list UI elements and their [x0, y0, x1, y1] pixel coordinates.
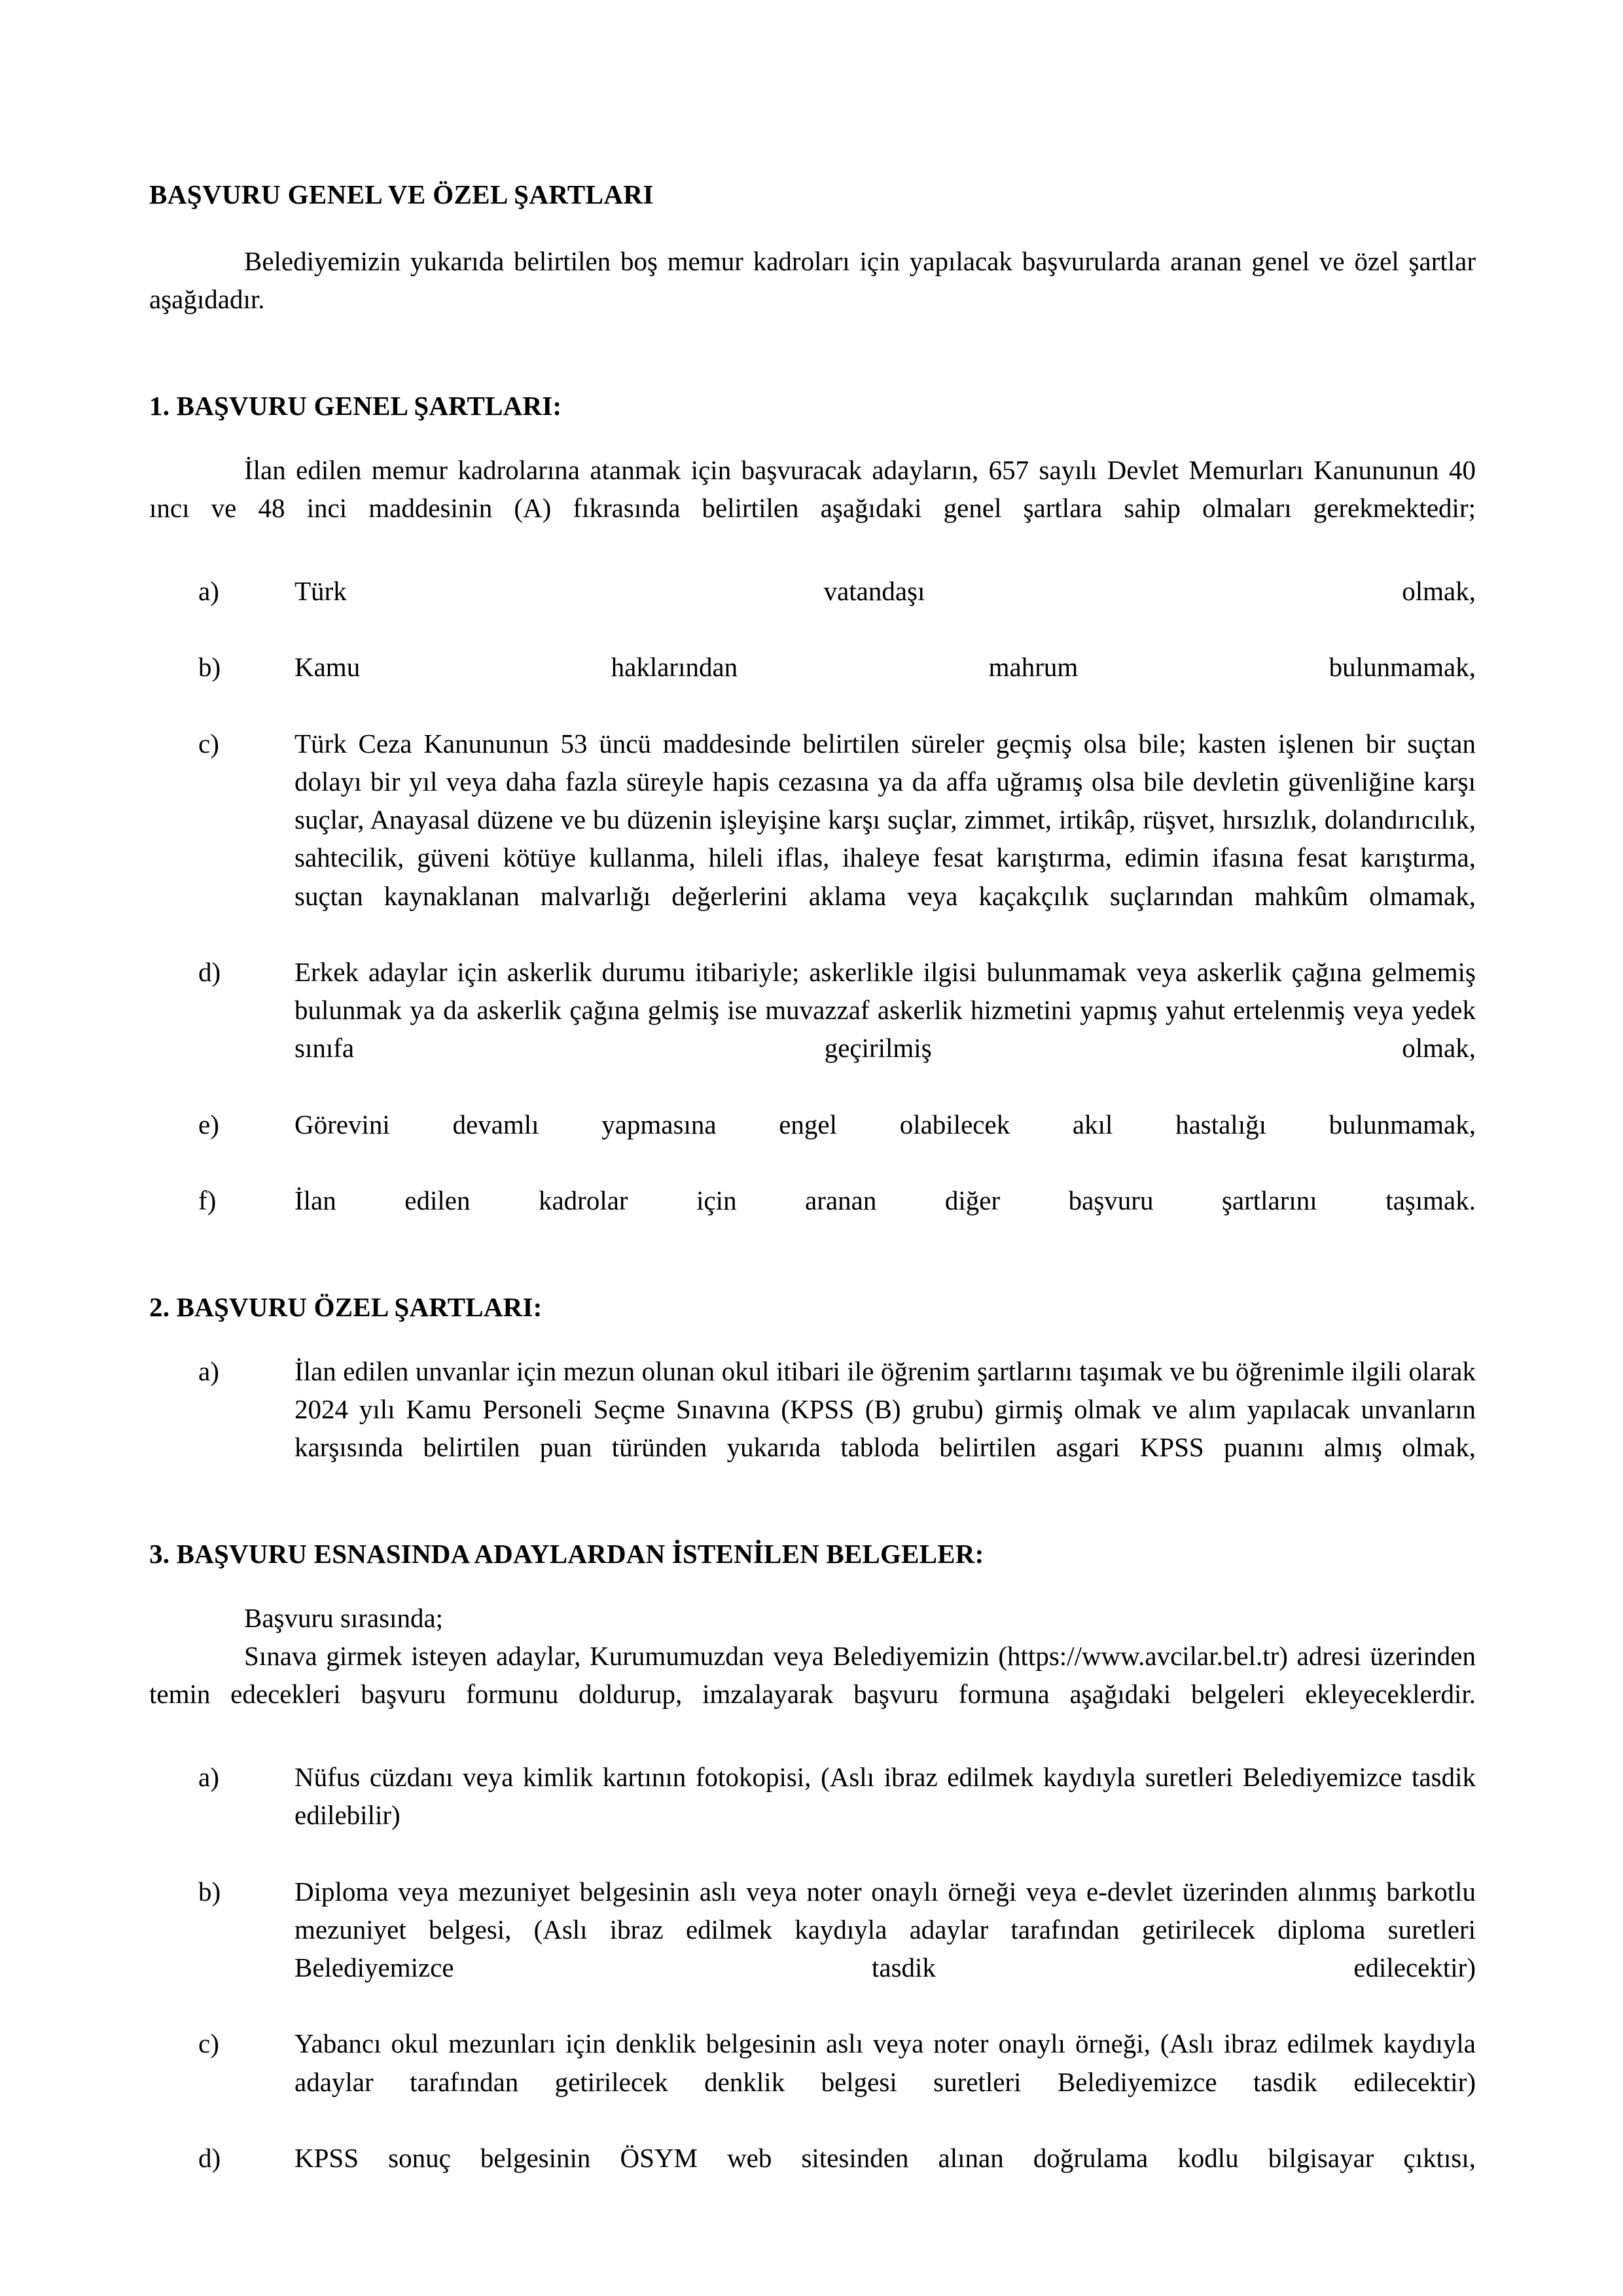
list-item-text: Yabancı okul mezunları için denklik belgesinin aslı veya noter onaylı örneği, (Aslı ibraz edilmek kaydıyla adaylar tarafından getirilecek denklik belgesi suretleri Belediyemizce tasdik edilecektir)	[294, 2028, 1476, 2097]
section-3-lead-line-1: Başvuru sırasında;	[244, 1603, 444, 1633]
list-item-text: Türk Ceza Kanununun 53 üncü maddesinde belirtilen süreler geçmiş olsa bile; kasten işlenen bir suçtan dolayı bir yıl veya daha fazla süreyle hapis cezasına ya da affa uğramış olsa bile devletin güvenliğine karşı suçlar, Anayasal düzene ve bu düzenin işleyişine karşı suçlar, zimmet, irtikâp, rüşvet, hırsızlık, dolandırıcılık, sahtecilik, güveni kötüye kullanma, hileli iflas, ihaleye fesat karıştırma, edimin ifasına fesat karıştırma, suçtan kaynaklanan malvarlığı değerlerini aklama veya kaçakçılık suçlarından mahkûm olmamak,	[294, 728, 1476, 911]
list-marker: a)	[198, 1355, 219, 1386]
list-item	[198, 1758, 1476, 1873]
list-marker: a)	[198, 1761, 219, 1792]
section-1-lead-paragraph: İlan edilen memur kadrolarına atanmak için başvuracak adayların, 657 sayılı Devlet Memurları Kanununun 40 ıncı ve 48 inci maddesinin (A) fıkrasında belirtilen aşağıdaki genel şartlara sahip olmaları gerekmektedir;	[149, 455, 1476, 524]
list-item	[198, 725, 1476, 953]
list-item-text: Görevini devamlı yapmasına engel olabilecek akıl hastalığı bulunmamak,	[294, 1109, 1476, 1139]
section-1-heading: 1. BAŞVURU GENEL ŞARTLARI:	[149, 390, 562, 421]
list-item	[198, 1352, 1476, 1505]
section-2-heading: 2. BAŞVURU ÖZEL ŞARTLARI:	[149, 1291, 543, 1322]
list-marker: e)	[198, 1109, 219, 1139]
section-3-list	[149, 1758, 1476, 2215]
document-body	[149, 175, 1476, 2215]
list-marker: b)	[198, 1876, 221, 1907]
list-item	[198, 648, 1476, 724]
section-2-list	[149, 1352, 1476, 1505]
list-marker: f)	[198, 1185, 217, 1216]
list-item-text: KPSS sonuç belgesinin ÖSYM web sitesinden alınan doğrulama kodlu bilgisayar çıktısı,	[294, 2143, 1476, 2174]
list-marker: a)	[198, 575, 219, 606]
list-item-text: Türk vatandaşı olmak,	[294, 575, 1476, 606]
list-marker: c)	[198, 728, 219, 759]
list-item	[198, 2024, 1476, 2139]
list-item	[198, 953, 1476, 1105]
list-item	[198, 1105, 1476, 1181]
list-item	[198, 2139, 1476, 2215]
list-marker: b)	[198, 652, 221, 683]
list-marker: d)	[198, 2143, 221, 2174]
list-item-text: İlan edilen unvanlar için mezun olunan okul itibari ile öğrenim şartlarını taşımak ve bu öğrenimle ilgili olarak 2024 yılı Kamu Personeli Seçme Sınavına (KPSS (B) grubu) girmiş olmak ve alım yapılacak unvanların karşısında belirtilen puan türünden yukarıda tabloda belirtilen asgari KPSS puanını almış olmak,	[294, 1355, 1476, 1463]
page-title: BAŞVURU GENEL VE ÖZEL ŞARTLARI	[149, 179, 654, 209]
list-item-text: Kamu haklarından mahrum bulunmamak,	[294, 652, 1476, 683]
section-1-list	[149, 572, 1476, 1258]
list-marker: c)	[198, 2028, 219, 2059]
list-item-text: Erkek adaylar için askerlik durumu itibariyle; askerlikle ilgisi bulunmamak veya askerlik çağına gelmemiş bulunmak ya da askerlik çağına gelmiş ise muvazzaf askerlik hizmetini yapmış yahut ertelenmiş veya yedek sınıfa geçirilmiş olmak,	[294, 956, 1476, 1064]
list-item-text: Nüfus cüzdanı veya kimlik kartının fotokopisi, (Aslı ibraz edilmek kaydıyla suretleri Belediyemizce tasdik edilebilir)	[294, 1761, 1476, 1831]
list-item	[198, 572, 1476, 648]
list-item	[198, 1873, 1476, 2025]
list-item-text: Diploma veya mezuniyet belgesinin aslı veya noter onaylı örneği veya e-devlet üzerinden alınmış barkotlu mezuniyet belgesi, (Aslı ibraz edilmek kaydıyla adaylar tarafından getirilecek diploma suretleri Belediyemizce tasdik edilecektir)	[294, 1876, 1476, 1982]
list-marker: d)	[198, 956, 221, 987]
section-3-heading: 3. BAŞVURU ESNASINDA ADAYLARDAN İSTENİLEN BELGELER:	[149, 1538, 984, 1569]
section-3-lead-paragraph: Sınava girmek isteyen adaylar, Kurumumuzdan veya Belediyemizin (https://www.avcilar.bel.tr) adresi üzerinden temin edecekleri başvuru formunu doldurup, imzalayarak başvuru formuna aşağıdaki belgeleri ekleyeceklerdir.	[149, 1641, 1476, 1710]
list-item-text: İlan edilen kadrolar için aranan diğer başvuru şartlarını taşımak.	[294, 1185, 1476, 1216]
list-item	[198, 1181, 1476, 1257]
intro-paragraph: Belediyemizin yukarıda belirtilen boş memur kadroları için yapılacak başvurularda aranan genel ve özel şartlar aşağıdadır.	[149, 246, 1476, 315]
